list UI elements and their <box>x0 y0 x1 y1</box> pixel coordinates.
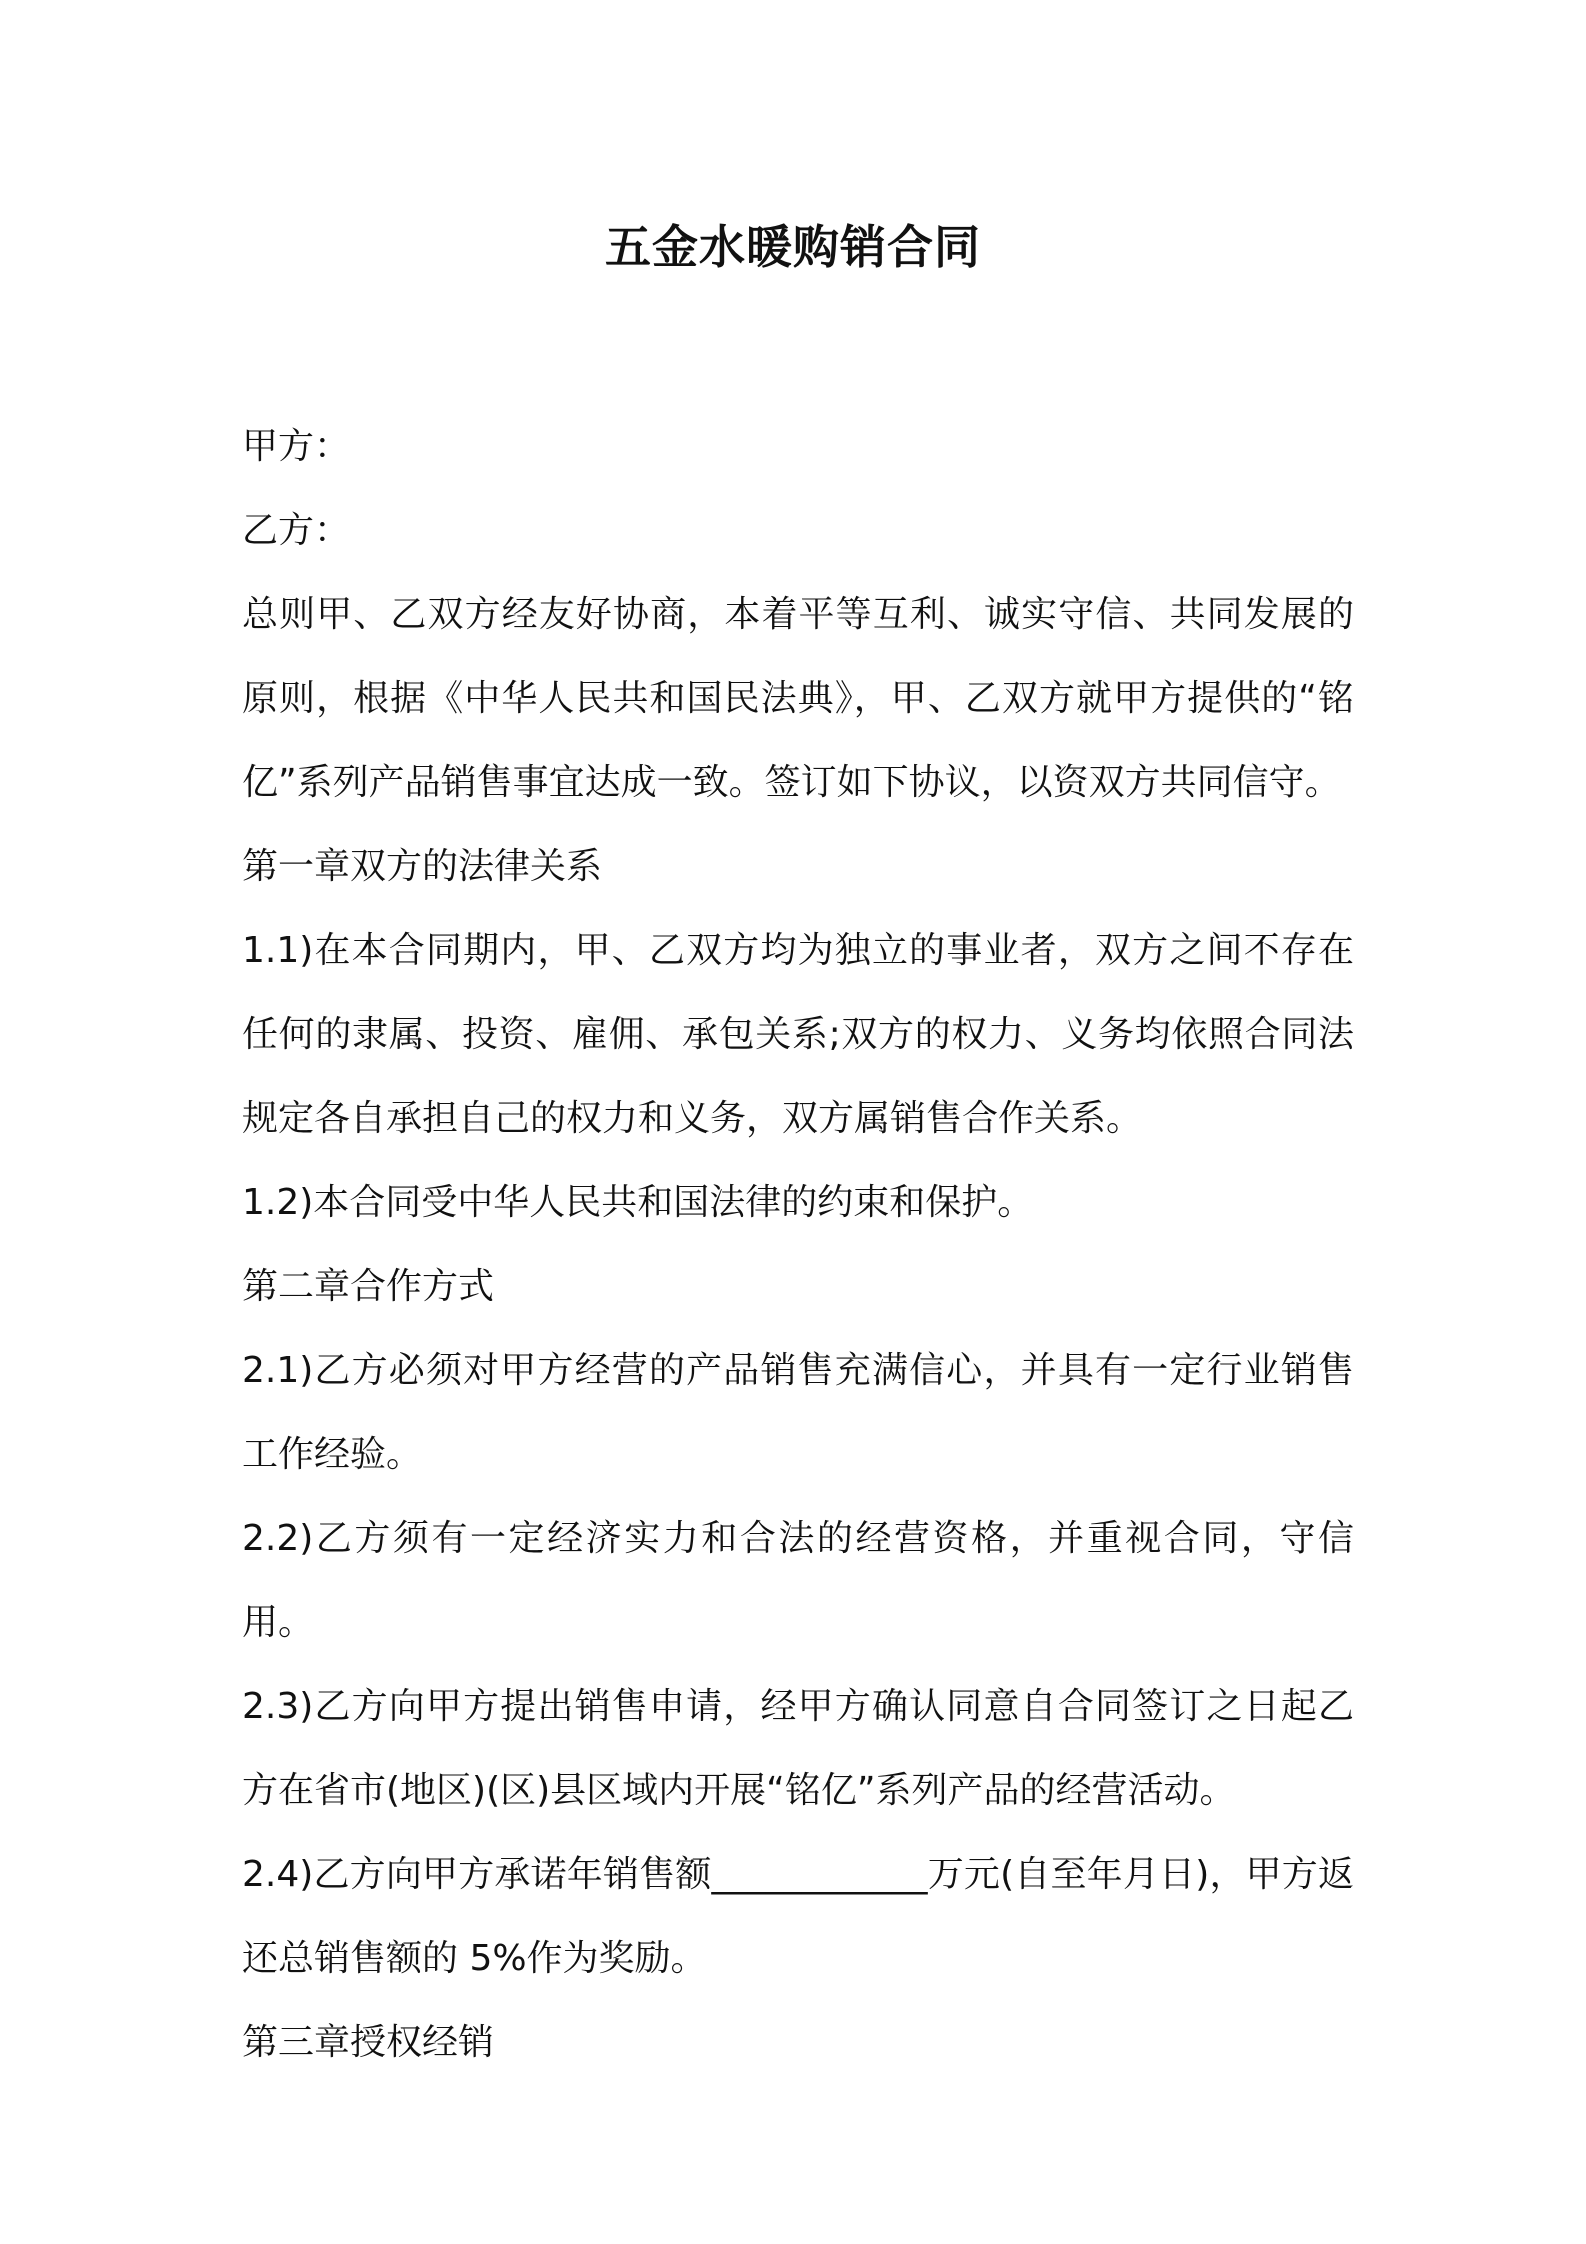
document-title: 五金水暖购销合同 <box>605 220 981 274</box>
clause-2-1: 2.1)乙方必须对甲方经营的产品销售充满信心，并具有一定行业销售工作经验。 <box>242 1350 1354 1475</box>
clause-1-2: 1.2)本合同受中华人民共和国法律的约束和保护。 <box>242 1182 1034 1223</box>
clause-2-2: 2.2)乙方须有一定经济实力和合法的经营资格，并重视合同，守信用。 <box>242 1518 1354 1643</box>
clause-2-4: 2.4)乙方向甲方承诺年销售额____________万元(自至年月日)，甲方返还总销售额的 5%作为奖励。 <box>242 1854 1354 1979</box>
chapter-3-heading: 第三章授权经销 <box>242 2022 495 2063</box>
general-principles-paragraph: 总则甲、乙双方经友好协商，本着平等互利、诚实守信、共同发展的原则，根据《中华人民共和国民法典》，甲、乙双方就甲方提供的“铭亿”系列产品销售事宜达成一致。签订如下协议，以资双方共同信守。 <box>242 594 1354 803</box>
document-body <box>242 405 1354 2085</box>
party-a-line: 甲方： <box>242 426 351 467</box>
party-b-line: 乙方： <box>242 510 351 551</box>
chapter-1-heading: 第一章双方的法律关系 <box>242 846 603 887</box>
chapter-2-heading: 第二章合作方式 <box>242 1266 495 1307</box>
clause-2-3: 2.3)乙方向甲方提出销售申请，经甲方确认同意自合同签订之日起乙方在省市(地区)(区)县区域内开展“铭亿”系列产品的经营活动。 <box>242 1686 1354 1811</box>
clause-1-1: 1.1)在本合同期内，甲、乙双方均为独立的事业者，双方之间不存在任何的隶属、投资、雇佣、承包关系;双方的权力、义务均依照合同法规定各自承担自己的权力和义务，双方属销售合作关系。 <box>242 930 1354 1139</box>
